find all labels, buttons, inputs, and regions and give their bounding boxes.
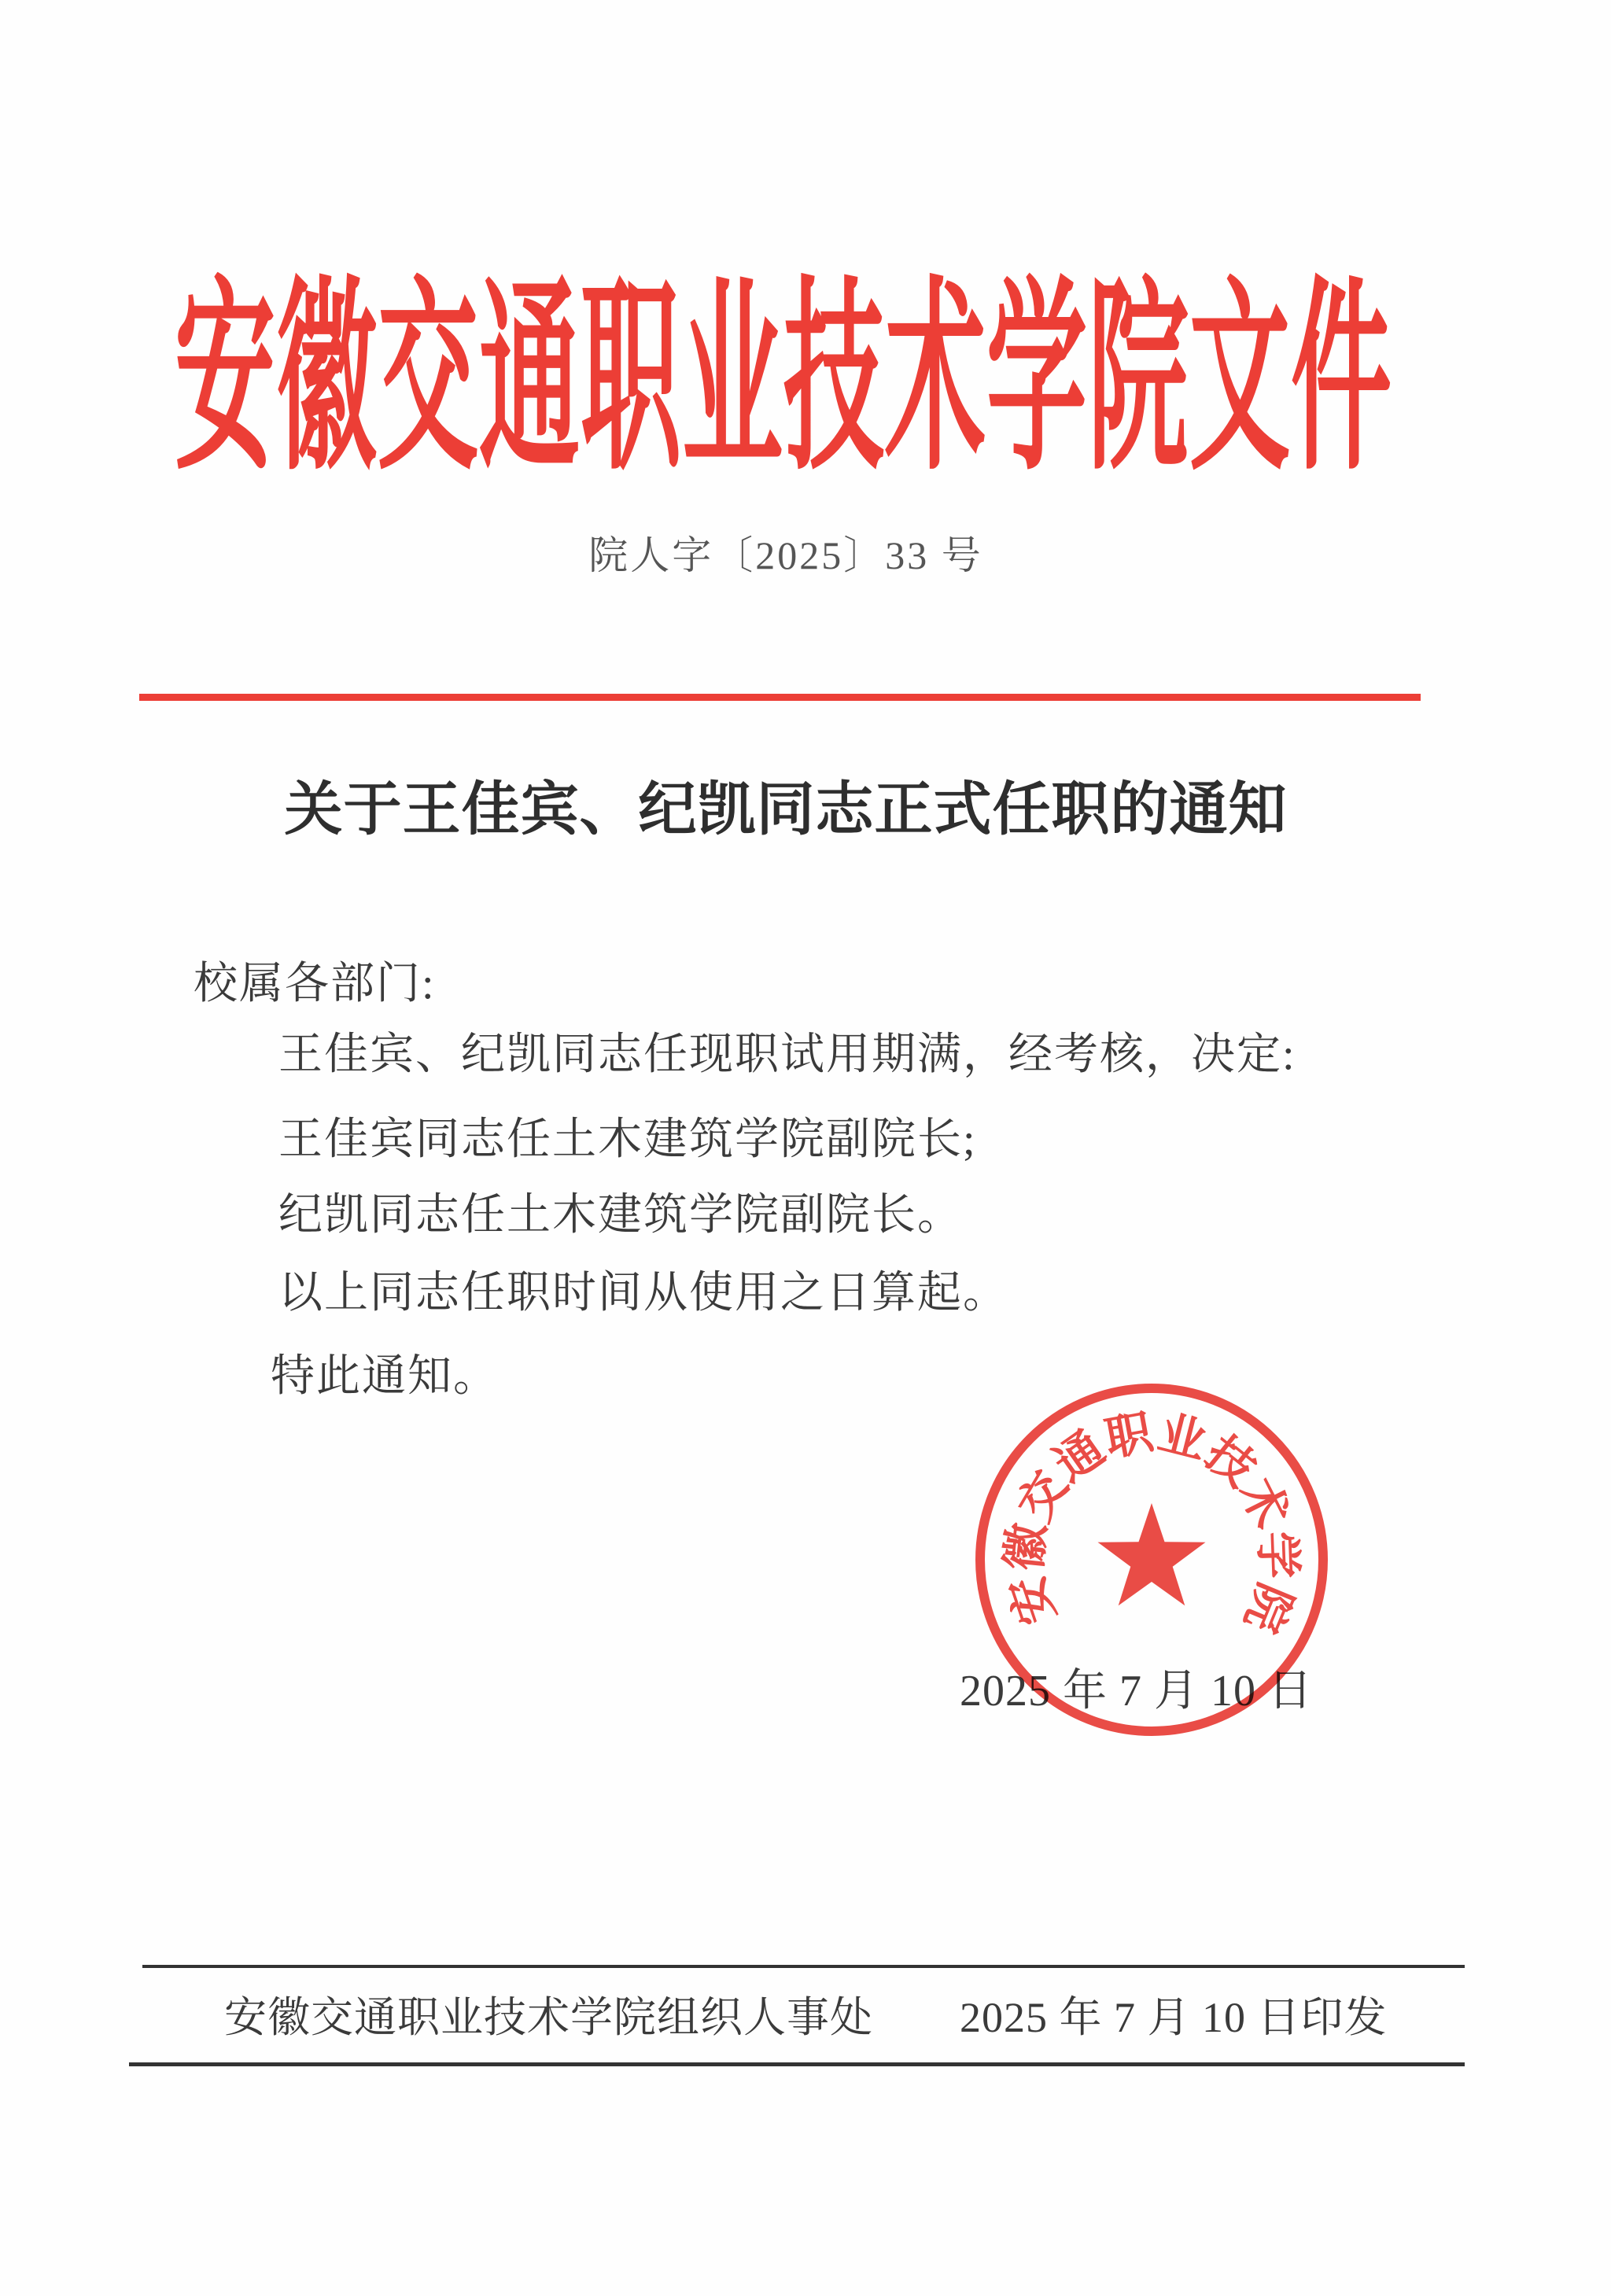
- masthead-title: 安徽交通职业技术学院文件: [174, 265, 1392, 495]
- signature-date: 2025 年 7 月 10 日: [960, 1667, 1313, 1716]
- document-title: 关于王佳宾、纪凯同志正式任职的通知: [284, 778, 1288, 842]
- closing-line: 特此通知。: [271, 1352, 499, 1401]
- body-paragraph: 王佳宾同志任土木建筑学院副院长;: [278, 1115, 977, 1164]
- official-seal: [963, 1371, 1340, 1749]
- salutation: 校属各部门:: [194, 960, 436, 1008]
- document-number: 院人字〔2025〕33 号: [588, 533, 983, 577]
- issue-date: 2025 年 7 月 10 日印发: [960, 1994, 1388, 2041]
- footer-rule-bottom: [129, 2062, 1465, 2066]
- star-icon: [1098, 1503, 1206, 1605]
- issuer: 安徽交通职业技术学院组织人事处: [224, 1994, 873, 2041]
- body-paragraph: 纪凯同志任土木建筑学院副院长。: [278, 1191, 963, 1240]
- body-paragraph: 以上同志任职时间从使用之日算起。: [278, 1269, 1008, 1318]
- red-divider: [139, 694, 1421, 701]
- seal-text: 安徽交通职业技术学院: [997, 1406, 1304, 1640]
- footer-rule-top: [142, 1965, 1465, 1968]
- body-paragraph: 王佳宾、纪凯同志任现职试用期满，经考核，决定:: [278, 1030, 1296, 1079]
